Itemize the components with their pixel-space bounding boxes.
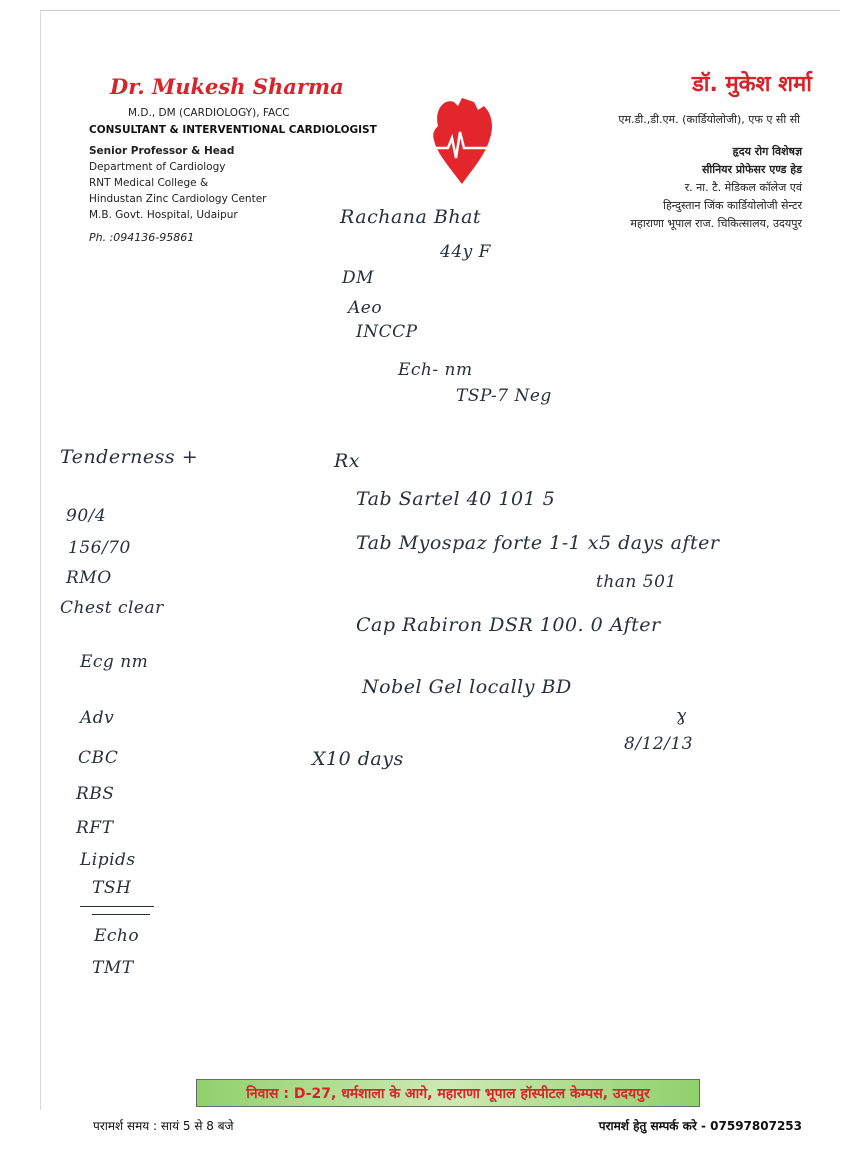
investigation-item: CBC <box>78 748 119 768</box>
rx-date: 8/12/13 <box>624 734 694 754</box>
phone-en: Ph. :094136-95861 <box>89 231 195 244</box>
history-item: Aeo <box>348 298 383 318</box>
history-item: TSP-7 Neg <box>456 386 552 406</box>
residence-address-banner: निवास : D-27, धर्मशाला के आगे, महाराणा भूपाल हॉस्पीटल केम्पस, उदयपुर <box>196 1079 700 1107</box>
investigation-item: RFT <box>76 818 114 838</box>
qualifications-hi: एम.डी.,डी.एम. (कार्डियोलोजी), एफ ए सी सी <box>618 113 800 126</box>
consultation-timing: परामर्श समय : सायं 5 से 8 बजे <box>93 1119 234 1133</box>
exam-vital: 156/70 <box>68 538 131 558</box>
role-en: CONSULTANT & INTERVENTIONAL CARDIOLOGIST <box>89 124 377 136</box>
address-line-en: M.B. Govt. Hospital, Udaipur <box>89 209 238 221</box>
investigation-item: Echo <box>94 926 140 946</box>
exam-vital: 90/4 <box>66 506 107 526</box>
qualifications-en: M.D., DM (CARDIOLOGY), FACC <box>128 107 290 119</box>
investigation-item: TSH <box>92 878 132 898</box>
address-line-en: Department of Cardiology <box>89 161 226 173</box>
scan-edge <box>40 10 840 11</box>
scan-edge <box>40 10 41 1110</box>
patient-age: 44y F <box>440 242 491 262</box>
history-item: INCCP <box>356 322 418 342</box>
rx-duration: X10 days <box>312 748 404 770</box>
history-item: DM <box>342 268 375 288</box>
history-item: Ech- nm <box>398 360 473 380</box>
exam-vital: Ecg nm <box>80 652 149 672</box>
underline <box>92 914 150 915</box>
doctor-name-en: Dr. Mukesh Sharma <box>110 74 344 99</box>
underline <box>80 906 154 907</box>
rx-item: Nobel Gel locally BD <box>362 676 572 698</box>
rx-item: Tab Sartel 40 101 5 <box>356 488 556 510</box>
investigation-item: Lipids <box>80 850 136 870</box>
rx-item: than 501 <box>596 572 677 592</box>
patient-name: Rachana Bhat <box>340 206 482 228</box>
investigation-item: RBS <box>76 784 115 804</box>
rx-symbol: Rx <box>334 450 361 472</box>
address-line-en: Hindustan Zinc Cardiology Center <box>89 193 267 205</box>
doctor-name-hi: डॉ. मुकेश शर्मा <box>692 72 812 97</box>
specialty-hi: हृदय रोग विशेषज्ञ <box>732 145 802 158</box>
exam-note: Tenderness + <box>60 446 199 468</box>
investigation-item: Adv <box>80 708 115 728</box>
signature-mark: ɣ <box>676 706 687 726</box>
address-line-hi: र. ना. टै. मेडिकल कॉलेज एवं <box>684 181 802 194</box>
designation-en: Senior Professor & Head <box>89 145 235 157</box>
heart-ecg-icon <box>428 96 494 186</box>
designation-hi: सीनियर प्रोफेसर एण्ड हेड <box>701 163 802 176</box>
address-line-hi: हिन्दुस्तान जिंक कार्डियोलोजी सेन्टर <box>663 199 802 212</box>
address-line-hi: महाराणा भूपाल राज. चिकित्सालय, उदयपुर <box>630 217 802 230</box>
rx-item: Tab Myospaz forte 1-1 x5 days after <box>356 532 720 554</box>
consultation-contact: परामर्श हेतु सम्पर्क करे - 07597807253 <box>598 1119 802 1133</box>
rx-item: Cap Rabiron DSR 100. 0 After <box>356 614 661 636</box>
address-line-en: RNT Medical College & <box>89 177 209 189</box>
investigation-item: TMT <box>92 958 134 978</box>
address-block-hi <box>630 143 802 233</box>
exam-vital: Chest clear <box>60 598 164 618</box>
exam-vital: RMO <box>66 568 112 588</box>
address-block-en <box>89 143 266 223</box>
